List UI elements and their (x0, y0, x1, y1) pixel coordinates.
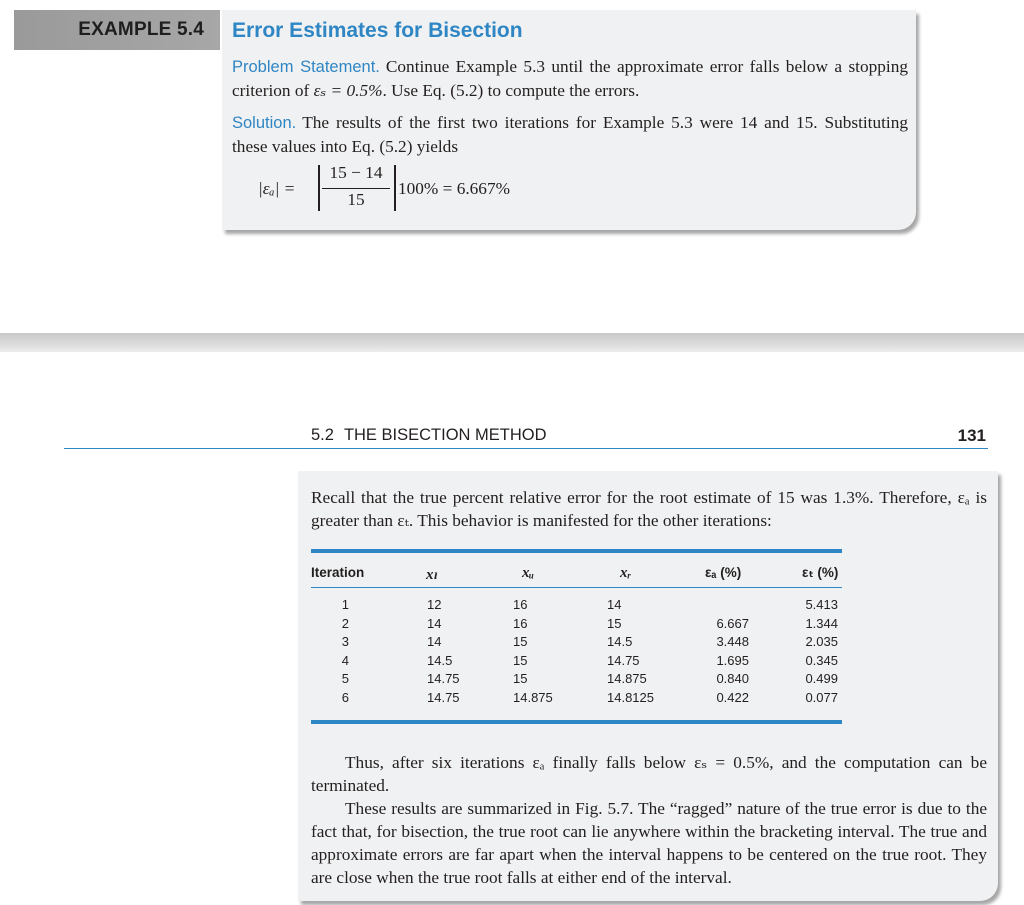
solution-paragraph (232, 111, 908, 158)
header-rule (64, 448, 988, 449)
cell-et: 0.345 (805, 652, 838, 668)
col-header-ea: εₐ (%) (705, 565, 742, 580)
conclusion-paragraph-1: Thus, after six iterations εₐ finally falls below εₛ = 0.5%, and the computation can be terminated. (311, 753, 987, 795)
example-tag: EXAMPLE 5.4 (14, 10, 220, 50)
cell-et: 5.413 (805, 597, 838, 612)
cell-xu: 16 (513, 597, 528, 612)
cell-xl: 14 (427, 615, 442, 631)
xr-symbol: xᵣ (620, 565, 631, 581)
cell-xr: 15 (607, 615, 622, 631)
running-head (311, 426, 547, 445)
cell-xu: 15 (513, 652, 528, 668)
abs-bar-right (394, 165, 396, 211)
cell-xl: 14.75 (427, 671, 460, 687)
page-number: 131 (957, 426, 986, 445)
table-bottom-rule (311, 720, 842, 724)
cell-xu: 15 (513, 671, 528, 687)
cell-xu: 14.875 (513, 690, 553, 705)
cell-ea: 3.448 (716, 634, 749, 650)
solution-lead: Solution. (232, 114, 297, 132)
cell-ea: 0.422 (716, 690, 749, 705)
equation-lhs: |εₐ| = (258, 179, 296, 198)
cell-xu: 16 (513, 615, 528, 631)
intro-paragraph: Recall that the true percent relative error for the root estimate of 15 was 1.3%. Therefore, εₐ is greater than εₜ. This behavior is manifested for the other iterations: (311, 488, 987, 530)
cell-xr: 14 (607, 597, 622, 612)
problem-statement-lead: Problem Statement. (232, 58, 380, 76)
problem-text-1: Continue Example 5.3 until the approximate error falls below a stopping criterion of (232, 57, 908, 100)
cell-ea: 6.667 (716, 615, 749, 631)
xu-symbol: xᵤ (522, 565, 534, 581)
abs-bar-left (318, 165, 320, 211)
cell-xl: 14 (427, 634, 442, 650)
cell-xu: 15 (513, 634, 528, 650)
problem-text-2: . Use Eq. (5.2) to compute the errors. (382, 81, 640, 100)
cell-xr: 14.875 (607, 671, 647, 687)
cell-iteration: 4 (341, 652, 349, 668)
cell-xl: 12 (427, 597, 442, 612)
section-title: THE BISECTION METHOD (343, 426, 547, 444)
page-separator (0, 333, 1024, 352)
cell-et: 0.499 (805, 671, 838, 687)
cell-et: 2.035 (805, 634, 838, 650)
cell-iteration: 1 (341, 597, 349, 612)
cell-xr: 14.5 (607, 634, 633, 650)
problem-statement (232, 55, 908, 102)
cell-et: 1.344 (805, 615, 838, 631)
col-header-xl (426, 565, 438, 584)
table-header-rule (311, 587, 842, 588)
cell-ea: 0.840 (716, 671, 749, 687)
table-top-rule (311, 549, 842, 553)
cell-xr: 14.75 (607, 652, 640, 668)
example-title: Error Estimates for Bisection (232, 19, 523, 42)
cell-ea: 1.695 (716, 652, 749, 668)
fraction-line (322, 188, 390, 189)
conclusion-paragraph-2: These results are summarized in Fig. 5.7. The “ragged” nature of the true error is due to the fact that, for bisection, the true root can lie anywhere within the bracketing interval. The true and approximate errors are far apart when the interval happens to be centered on the true root. They are close when the true root falls at either end of the interval. (311, 799, 987, 887)
cell-xl: 14.75 (427, 690, 460, 705)
solution-text: The results of the first two iterations for Example 5.3 were 14 and 15. Substituting these values into Eq. (5.2) yields (232, 113, 908, 156)
cell-iteration: 2 (341, 615, 349, 631)
cell-iteration: 6 (341, 690, 349, 705)
col-header-et: εₜ (%) (802, 565, 839, 580)
equation-denominator: 15 (347, 190, 365, 209)
cell-xl: 14.5 (427, 652, 453, 668)
section-number: 5.2 (311, 426, 334, 444)
stopping-criterion: εₛ = 0.5% (313, 81, 383, 100)
equation-numerator: 15 − 14 (329, 163, 383, 182)
equation-rhs: 100% = 6.667% (398, 179, 510, 198)
cell-et: 0.077 (805, 690, 838, 705)
col-header-iteration: Iteration (311, 565, 365, 580)
xl-symbol: xₗ (426, 567, 438, 583)
cell-iteration: 3 (341, 634, 349, 650)
cell-iteration: 5 (341, 671, 349, 687)
cell-xr: 14.8125 (607, 690, 654, 705)
col-header-xu (522, 565, 534, 582)
col-header-xr (620, 565, 631, 582)
